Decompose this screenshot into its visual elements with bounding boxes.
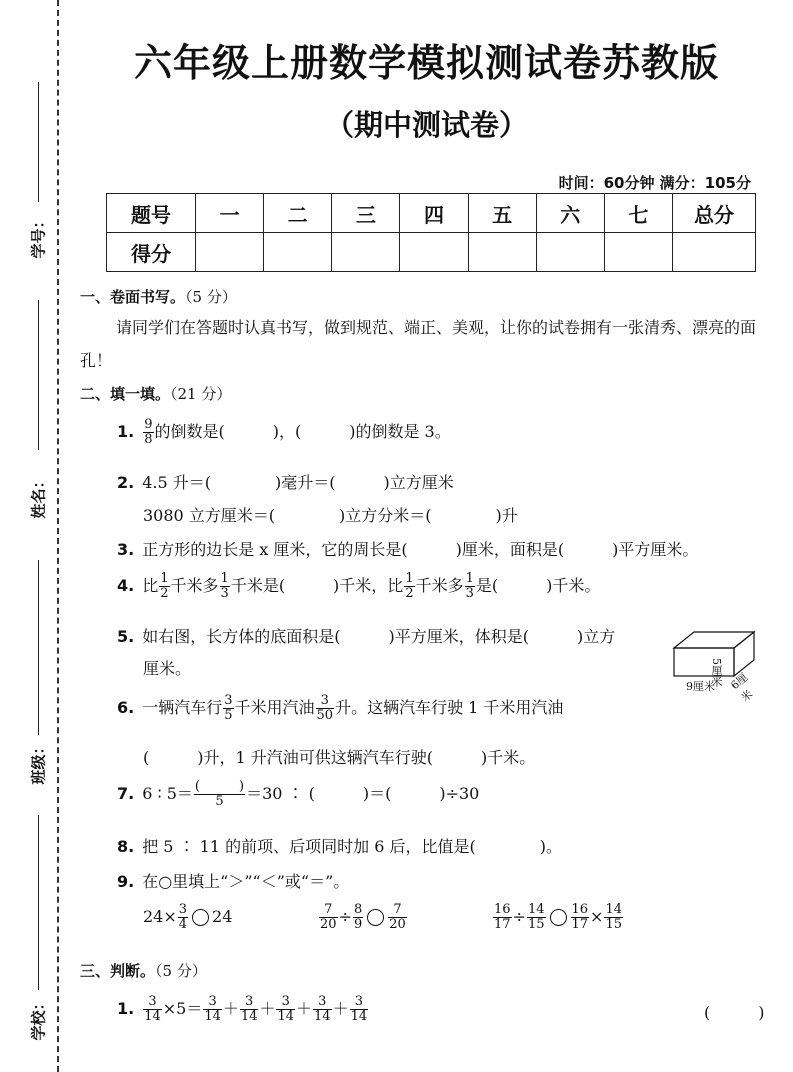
denominator: 5 [224,708,233,723]
denominator: 14 [204,1009,221,1024]
fraction [404,572,414,601]
score-head-cell: 六 [536,194,604,233]
denominator: 17 [571,917,589,932]
text: 比 [142,576,159,595]
question-text: 在○里填上“＞”“＜”或“＝”。 [142,872,350,891]
name-line [38,300,39,450]
time-info: 时间：60分钟 满分：105分 [558,174,751,192]
compare-circle[interactable] [550,909,567,926]
fraction [604,903,623,932]
numerator: 7 [388,903,407,918]
fraction [319,903,338,932]
cuboid-width-label: 9厘米 [686,680,715,693]
fraction [350,995,369,1024]
question-number: 8. [117,837,135,856]
section-3-title: 三、判断。 [80,962,156,980]
fraction [159,572,169,601]
question-2 [117,470,454,493]
score-input-cell[interactable] [468,233,536,272]
text: 是( )千米。 [475,576,601,595]
fraction [527,903,546,932]
section-1-points: （5 分） [185,288,237,306]
section-3-points: （5 分） [155,962,207,980]
denominator: 3 [465,586,474,601]
section-2-points: （21 分） [170,385,232,403]
denominator: 14 [314,1009,331,1024]
denominator: 5 [215,794,224,809]
question-6 [117,694,563,723]
denominator: 9 [353,917,363,932]
numerator: 3 [203,995,222,1010]
score-input-cell[interactable] [536,233,604,272]
denominator: 2 [405,586,414,601]
operator: ＋ [222,999,239,1018]
text: ×5＝ [162,999,203,1018]
numerator: 1 [405,571,414,586]
score-head-cell: 一 [196,194,264,233]
numerator: 9 [144,417,153,432]
numerator: 7 [319,903,338,918]
page-title: 六年级上册数学模拟测试卷苏教版 [133,41,719,85]
section-1-heading [80,286,237,307]
numerator: 1 [160,571,169,586]
fraction [571,903,590,932]
fraction [493,903,512,932]
question-5-line-2: 厘米。 [143,659,192,678]
score-head-cell: 总分 [673,194,756,233]
denominator: 20 [389,917,406,932]
question-text: 把 5 ∶ 11 的前项、后项同时加 6 后，比值是( )。 [142,837,562,856]
fraction [194,780,245,809]
score-head-cell: 七 [604,194,672,233]
fraction [388,903,407,932]
fraction [240,995,259,1024]
text: 升。这辆汽车行驶 1 千米用汽油 [335,698,564,717]
score-input-cell[interactable] [400,233,468,272]
judge-1 [117,995,369,1024]
question-text: 正方形的边长是 x 厘米，它的周长是( )厘米，面积是( )平方厘米。 [142,540,699,559]
school-line [38,815,39,990]
page-subtitle: （期中测试卷） [324,108,528,142]
fraction [203,995,222,1024]
score-head-cell: 题号 [107,194,196,233]
section-2-title: 二、填一填。 [80,385,171,403]
denominator: 2 [160,586,169,601]
numerator: 3 [143,995,162,1010]
fraction [220,572,230,601]
denominator: 20 [320,917,337,932]
fraction [143,995,162,1024]
numerator: 3 [178,902,188,917]
numerator: 3 [240,995,259,1010]
fraction [276,995,295,1024]
section-1-title: 一、卷面书写。 [80,288,186,306]
numerator: 16 [494,902,511,917]
numerator: 8 [353,902,363,917]
denominator: 8 [144,432,153,447]
denominator: 50 [316,708,334,723]
text: 千米用汽油 [234,698,315,717]
question-9 [117,869,349,892]
denominator: 14 [240,1009,258,1024]
text: ＝30 ∶ ( )＝( )÷30 [246,784,480,803]
text: 千米是( )千米，比 [230,576,404,595]
binding-dashed-line [57,0,59,1072]
numerator: 3 [313,995,332,1010]
operator: ÷ [512,907,526,926]
question-number: 1. [117,422,135,441]
denominator: 15 [527,917,545,932]
score-head-cell: 五 [468,194,536,233]
question-number: 9. [117,872,135,891]
score-row-label: 得分 [107,233,196,272]
numerator: 14 [527,902,545,917]
numerator: 3 [350,995,369,1010]
number-line [38,82,39,202]
score-input-cell[interactable] [264,233,332,272]
denominator: 14 [277,1009,295,1024]
compare-expression-3 [492,903,624,932]
operator: × [590,907,604,926]
denominator: 17 [494,917,511,932]
fraction [353,903,363,932]
text: 千米多 [170,576,219,595]
number-label: 学号： [29,213,48,259]
question-number: 2. [117,473,135,492]
denominator: 3 [220,586,229,601]
compare-expression-1 [143,903,232,932]
question-number: 3. [117,540,135,559]
numerator: 1 [220,571,229,586]
question-4 [117,572,600,601]
denominator: 15 [605,917,622,932]
score-table-score-row [107,233,756,272]
score-table [106,193,756,272]
fraction [223,694,233,723]
text: 6 ∶ 5＝ [142,784,193,803]
fraction [313,995,332,1024]
question-1 [117,418,451,447]
denominator: 14 [350,1009,368,1024]
denominator: 14 [144,1009,161,1024]
text: 千米多 [415,576,464,595]
operator: ＋ [332,999,349,1018]
class-label: 班级： [29,739,48,785]
numerator: 1 [465,571,474,586]
score-head-cell: 三 [332,194,400,233]
operator: ＋ [296,999,313,1018]
question-text: 的倒数是( )，( )的倒数是 3。 [154,422,451,441]
question-3 [117,537,698,560]
score-input-cell[interactable] [332,233,400,272]
fraction [143,418,153,447]
cuboid-figure [672,628,762,705]
question-number: 4. [117,576,135,595]
section-2-heading [80,383,231,404]
question-8 [117,834,562,857]
question-number: 1. [117,999,135,1018]
school-label: 学校： [29,995,48,1041]
compare-circle[interactable] [367,909,384,926]
fraction [316,694,335,723]
text: 24× [143,907,177,926]
operator: ÷ [338,907,352,926]
text: 24 [212,907,233,926]
question-number: 6. [117,698,135,717]
fraction [465,572,475,601]
operator: ＋ [259,999,276,1018]
section-3-heading [80,960,207,981]
score-input-cell[interactable] [673,233,756,272]
judge-answer-bracket[interactable]: ( ) [704,1003,765,1022]
question-text: 如右图，长方体的底面积是( )平方厘米，体积是( )立方 [142,627,616,646]
section-1-text: 请同学们在答题时认真书写，做到规范、端正、美观，让你的试卷拥有一张清秀、漂亮的面孔！ [80,318,757,370]
class-line [38,560,39,735]
denominator: 4 [178,917,188,932]
text: 一辆汽车行 [142,698,223,717]
score-input-cell[interactable] [196,233,264,272]
numerator: 16 [571,902,589,917]
score-table-head-row [107,194,756,233]
question-text: 4.5 升＝( )毫升＝( )立方厘米 [142,473,454,492]
compare-circle[interactable] [192,909,209,926]
question-2-line-2: 3080 立方厘米＝( )立方分米＝( )升 [143,506,518,525]
score-head-cell: 二 [264,194,332,233]
question-5 [117,624,615,647]
compare-expression-2 [318,903,408,932]
cuboid-depth-label: 6厘米 [728,670,756,705]
numerator: 3 [276,995,295,1010]
name-label: 姓名： [29,473,48,519]
question-7 [117,780,479,809]
question-6-line-2: ( )升，1 升汽油可供这辆汽车行驶( )千米。 [143,748,536,767]
question-number: 7. [117,784,135,803]
numerator: 3 [316,694,335,709]
cuboid-height-label: 5厘米 [710,658,723,687]
numerator: 14 [605,902,622,917]
question-number: 5. [117,627,135,646]
numerator: 3 [224,693,233,708]
score-head-cell: 四 [400,194,468,233]
numerator: ( ) [194,779,245,794]
fraction [178,903,188,932]
score-input-cell[interactable] [604,233,672,272]
